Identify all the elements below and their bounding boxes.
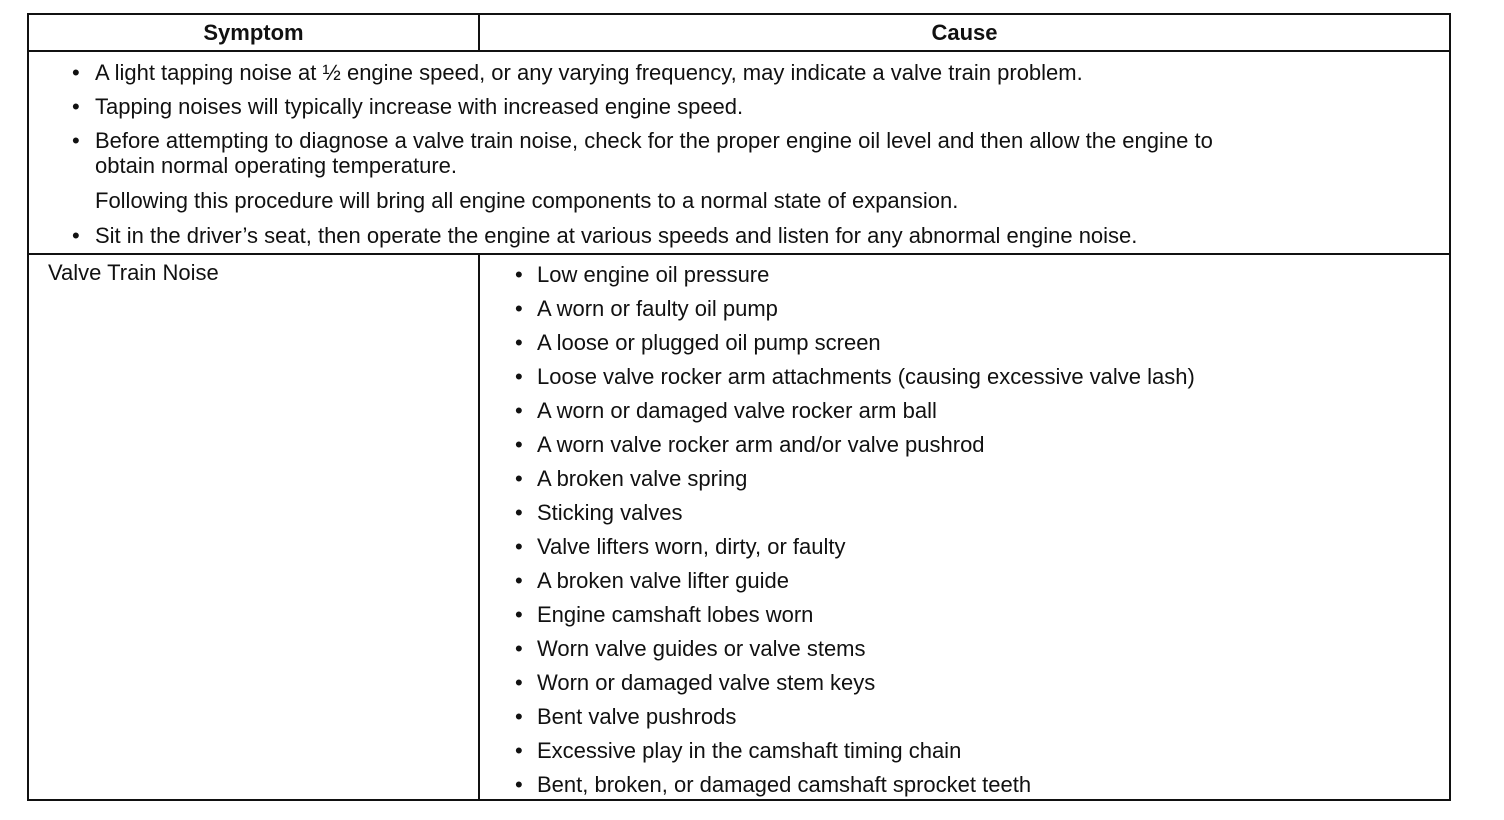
cause-bullet: •: [515, 602, 523, 627]
symptom-name: Valve Train Noise: [48, 260, 219, 285]
symptom-column-header: Symptom: [29, 15, 480, 50]
cause-item: Valve lifters worn, dirty, or faulty: [537, 534, 846, 559]
note-item: Before attempting to diagnose a valve train noise, check for the proper engine oil level and then allow the engine to: [95, 128, 1213, 153]
cause-bullet: •: [515, 772, 523, 797]
note-item-continuation: obtain normal operating temperature.: [95, 153, 457, 178]
cause-bullet: •: [515, 364, 523, 389]
cause-bullet: •: [515, 330, 523, 355]
note-bullet: •: [72, 128, 80, 153]
cause-bullet: •: [515, 296, 523, 321]
symptom-cell: [29, 255, 480, 799]
cause-bullet: •: [515, 262, 523, 287]
cause-item: Loose valve rocker arm attachments (causing excessive valve lash): [537, 364, 1195, 389]
cause-bullet: •: [515, 568, 523, 593]
cause-column-header: Cause: [931, 20, 998, 45]
cause-item: Bent, broken, or damaged camshaft sprocket teeth: [537, 772, 1032, 797]
note-item: A light tapping noise at ½ engine speed, or any varying frequency, may indicate a valve train problem.: [95, 60, 1083, 85]
cause-item: A broken valve spring: [537, 466, 748, 491]
cause-item: A worn or damaged valve rocker arm ball: [537, 398, 937, 423]
cause-list: [480, 255, 1449, 799]
cause-bullet: •: [515, 738, 523, 763]
note-item: Sit in the driver’s seat, then operate the engine at various speeds and listen for any abnormal engine noise.: [95, 223, 1138, 248]
cause-bullet: •: [515, 534, 523, 559]
cause-item: Excessive play in the camshaft timing chain: [537, 738, 962, 763]
cause-item: A loose or plugged oil pump screen: [537, 330, 881, 355]
diagnosis-table: [27, 13, 1451, 801]
cause-item: Engine camshaft lobes worn: [537, 602, 814, 627]
cause-bullet: •: [515, 636, 523, 661]
cause-item: Worn or damaged valve stem keys: [537, 670, 876, 695]
notes-section: [29, 52, 1449, 255]
cause-bullet: •: [515, 466, 523, 491]
note-bullet: •: [72, 94, 80, 119]
cause-item: A worn or faulty oil pump: [537, 296, 778, 321]
note-subparagraph: Following this procedure will bring all engine components to a normal state of expansion.: [95, 188, 959, 213]
cause-item: Sticking valves: [537, 500, 683, 525]
cause-bullet: •: [515, 500, 523, 525]
note-bullet: •: [72, 60, 80, 85]
cause-bullet: •: [515, 432, 523, 457]
cause-bullet: •: [515, 398, 523, 423]
cause-item: Low engine oil pressure: [537, 262, 770, 287]
cause-bullet: •: [515, 670, 523, 695]
table-header-row: [29, 15, 1449, 52]
cause-bullet: •: [515, 704, 523, 729]
note-bullet: •: [72, 223, 80, 248]
cause-item: Bent valve pushrods: [537, 704, 737, 729]
cause-item: Worn valve guides or valve stems: [537, 636, 866, 661]
cause-item: A broken valve lifter guide: [537, 568, 789, 593]
note-item: Tapping noises will typically increase with increased engine speed.: [95, 94, 744, 119]
cause-item: A worn valve rocker arm and/or valve pushrod: [537, 432, 985, 457]
symptom-cause-row: [29, 255, 1449, 799]
